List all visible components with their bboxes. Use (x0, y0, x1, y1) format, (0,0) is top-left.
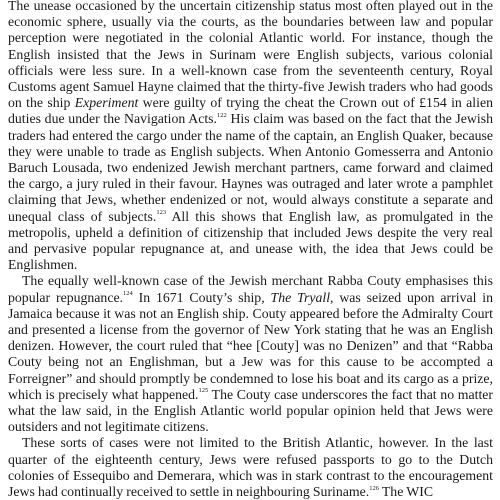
italic-title: The Tryall (270, 289, 331, 305)
text-run: , was seized upon arrival in Jamaica because it was not an English ship. Couty appeared before the Admiralty Court and presented a license from the governor of New York stating that he was an English denizen. However, the court ruled that “hee [Couty] was no Denizen” and that “Rabba Couty being not an Englishman, but a Jew was for this cause to be accompted a Forreigner” and should promptly be condemned to lose his boat and its cargo as a prize, which is precisely what happened. (8, 289, 494, 402)
footnote-marker: 126 (369, 484, 379, 492)
text-run: The unease occasioned by the uncertain citizenship status most often played out in the economic sphere, usually via the courts, as the boundaries between law and popular perception were negotiated in the colonial Atlantic world. For instance, though the English insisted that the Jews in Surinam were English subjects, various colonial officials were less sure. In a well-known case from the seventeenth century, Royal Customs agent Samuel Hayne claimed that the thirty-five Jewish traders who had goods on the ship (8, 0, 493, 111)
text-run: His claim was based on the fact that the Jewish traders had entered the cargo under the name of the captain, an English Quaker, because they were unable to trade as English subjects. When Antonio Gomesserra and Antonio Baruch Lousada, two endenized Jewish merchant partners, came forward and claimed the cargo, a jury ruled in their favour. Haynes was outraged and later wrote a pamphlet claiming that Jews, whether endenized or not, would always constitute a separate and unequal class of subjects. (8, 111, 493, 224)
footnote-marker: 125 (198, 387, 209, 395)
paragraph-2 (8, 273, 493, 435)
footnote-marker: 123 (156, 209, 167, 217)
paragraph-3 (8, 435, 493, 500)
text-run: All this shows that English law, as promulgated in the metropolis, upheld a definition of citizenship that included Jews despite the very real and pervasive popular repugnance at, and unease with, the idea that Jews could be Englishmen. (8, 208, 493, 273)
text-run: The Couty case underscores the fact that no matter what the law said, in the English Atlantic world popular opinion held that Jews were outsiders and not legitimate citizens. (8, 386, 493, 435)
italic-title: Experiment (74, 95, 139, 111)
text-run: In 1671 Couty’s ship, (132, 289, 271, 305)
text-run: The WIC (378, 484, 434, 500)
footnote-marker: 124 (123, 290, 133, 298)
text-run: These sorts of cases were not limited to the British Atlantic, however. In the last quarter of the eighteenth century, Jews were refused passports to go to the Dutch colonies of Essequibo and Demerara, which was in stark contrast to the encouragement Jews had continually received to settle in neighbouring Suriname. (8, 435, 493, 500)
text-run: were guilty of trying the cheat the Crown out of £154 in alien duties due under the Navigation Acts. (8, 95, 493, 127)
paragraph-1 (8, 0, 493, 273)
text-run: The equally well-known case of the Jewish merchant Rabba Couty emphasises this popular repugnance. (8, 273, 493, 305)
footnote-marker: 122 (217, 111, 227, 119)
